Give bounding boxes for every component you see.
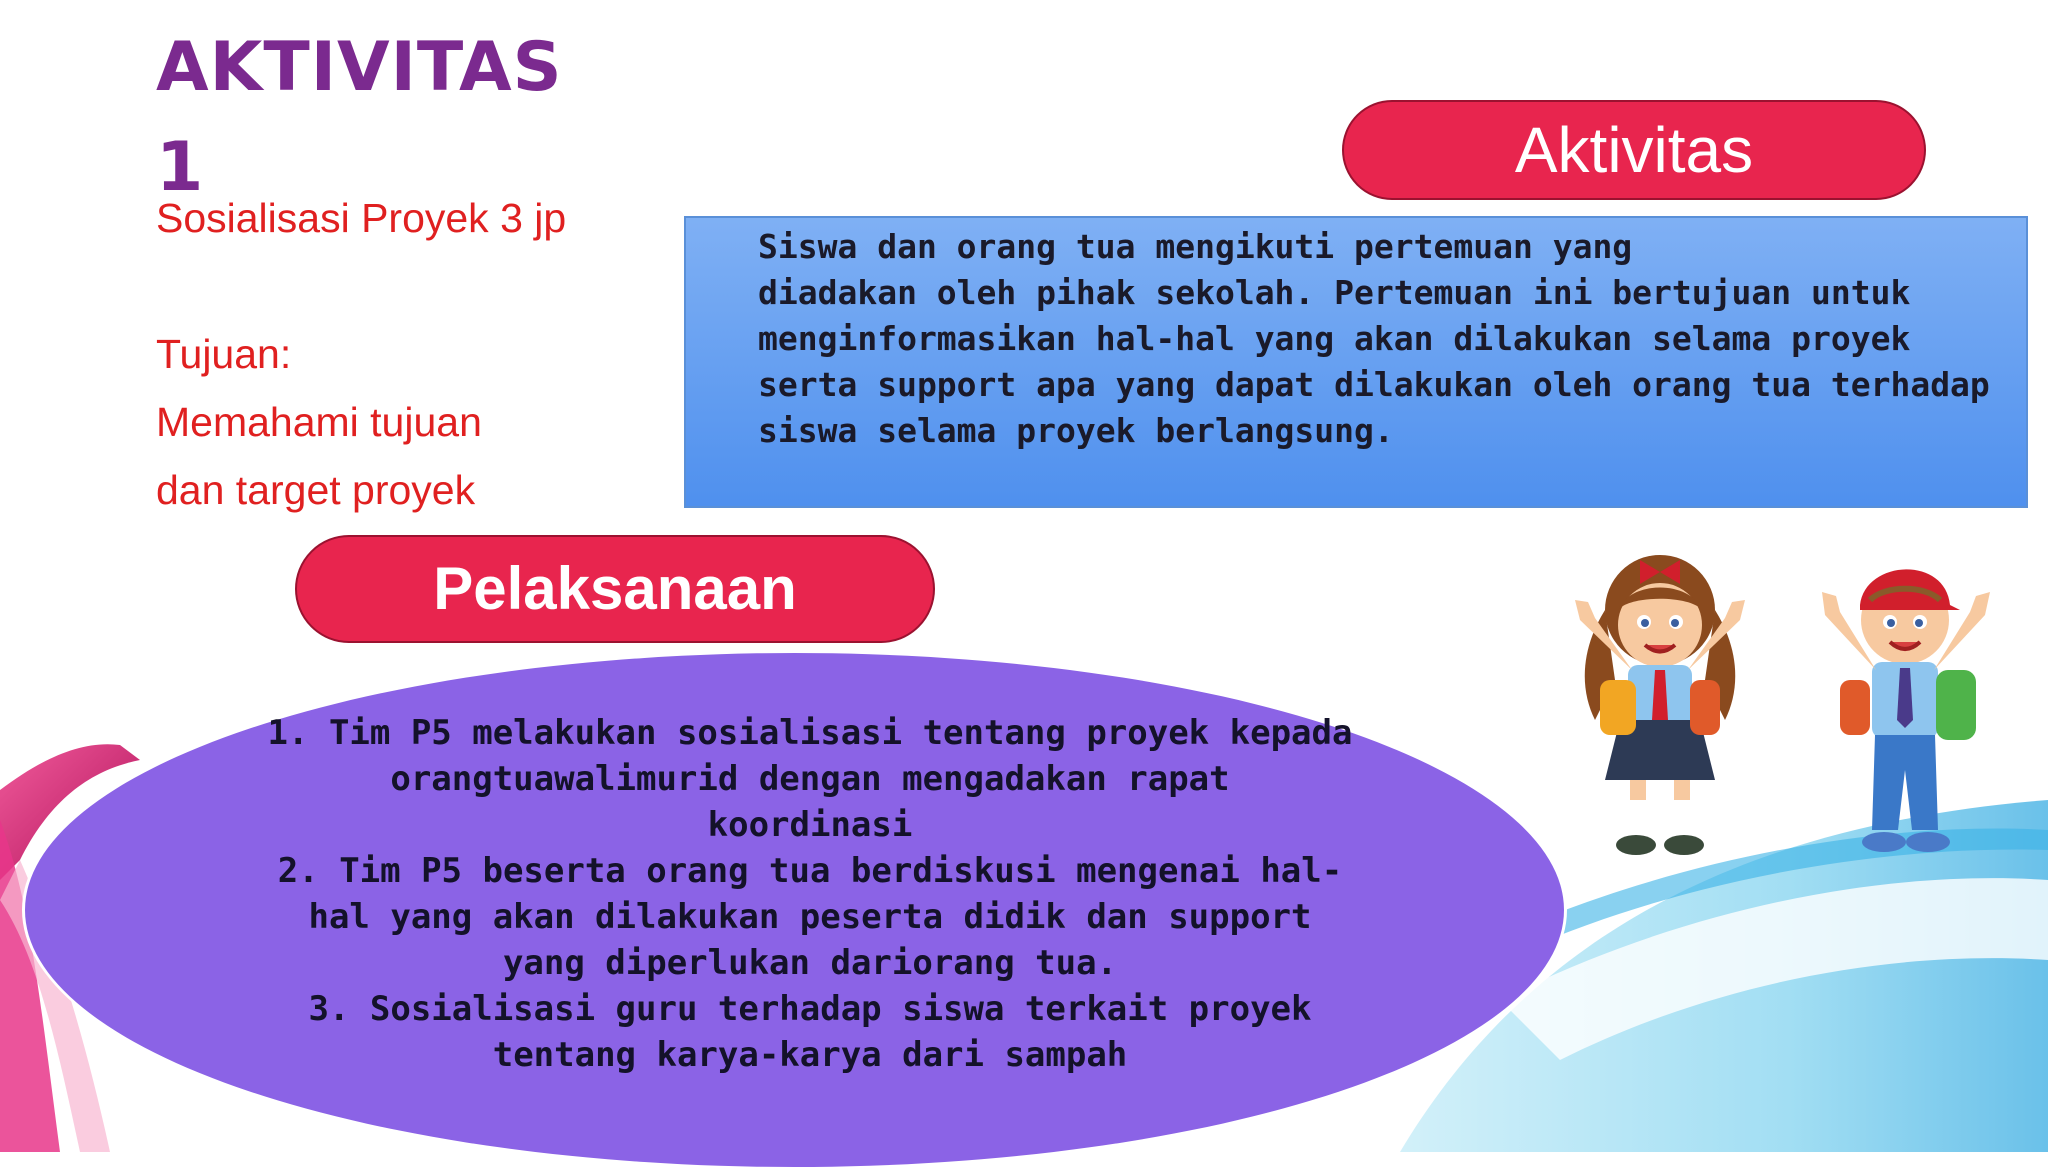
pelaksanaan-list [160, 710, 1460, 1078]
title-line-2: 1 [156, 128, 205, 207]
list-line: 3. Sosialisasi guru terhadap siswa terkait proyek [308, 989, 1312, 1029]
subtitle: Sosialisasi Proyek 3 jp [156, 195, 567, 241]
desc-line: Siswa dan orang tua mengikuti pertemuan yang [758, 227, 1633, 266]
pelaksanaan-heading: Pelaksanaan [295, 535, 935, 643]
girl-figure [1575, 555, 1745, 855]
list-line: orangtuawalimurid dengan mengadakan rapat [390, 759, 1230, 799]
desc-line: siswa selama proyek berlangsung. [758, 411, 1394, 450]
aktivitas-description [758, 224, 2008, 454]
list-line: 2. Tim P5 beserta orang tua berdiskusi mengenai hal- [277, 851, 1343, 891]
list-line: yang diperlukan dariorang tua. [502, 943, 1118, 983]
desc-line: serta support apa yang dapat dilakukan oleh orang tua terhadap [758, 365, 1990, 404]
tujuan-line-1: Memahami tujuan [156, 399, 482, 445]
list-line: koordinasi [707, 805, 913, 845]
title-line-1: AKTIVITAS [156, 28, 563, 107]
list-line: hal yang akan dilakukan peserta didik dan support [308, 897, 1312, 937]
boy-figure [1822, 569, 1990, 852]
aktivitas-description-box [684, 216, 2028, 508]
desc-line: menginformasikan hal-hal yang akan dilakukan selama proyek [758, 319, 1911, 358]
students-illustration [1540, 530, 2040, 870]
list-line: 1. Tim P5 melakukan sosialisasi tentang proyek kepada [267, 713, 1353, 753]
tujuan-label: Tujuan: [156, 331, 292, 377]
tujuan-line-2: dan target proyek [156, 467, 476, 513]
slide-title [156, 18, 576, 218]
aktivitas-heading: Aktivitas [1342, 100, 1926, 200]
desc-line: diadakan oleh pihak sekolah. Pertemuan ini bertujuan untuk [758, 273, 1911, 312]
list-line: tentang karya-karya dari sampah [492, 1035, 1128, 1075]
